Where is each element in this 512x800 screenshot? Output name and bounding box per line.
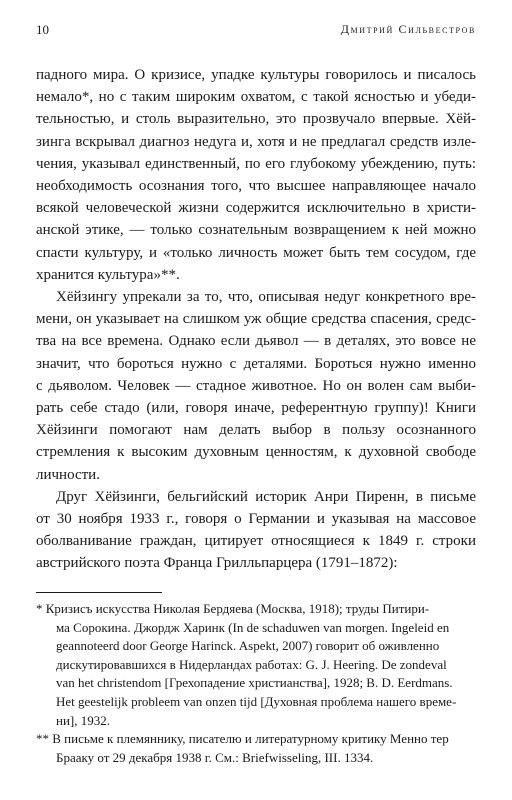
body-line: падного мира. О кризисе, упадке культуры говорилось и писалось	[36, 67, 476, 83]
body-text	[36, 64, 476, 575]
body-line: анской этике, — только сознательным возвращением к ней можно	[36, 222, 476, 239]
body-line: немало*, но с таким широким охватом, с такой ясностью и убеди-	[36, 89, 476, 106]
footnote-line: * Кризисъ искусства Николая Бердяева (Москва, 1918); труды Питири-	[36, 601, 430, 616]
footnote-line: дискутировавшихся в Нидерландах работах: G. J. Heering. De zondeval	[56, 656, 447, 672]
body-line: стремления к высоким духовным ценностям, к духовной свободе	[36, 444, 476, 461]
body-line: необходимость осознания того, что высшее направляющее начало	[36, 178, 476, 195]
page-header	[36, 22, 476, 40]
body-line: тельностью, и столь выразительно, это прозвучало впервые. Хёй-	[36, 111, 476, 128]
body-line: Хёйзинги помогают нам делать выбор в пользу осознанного	[36, 422, 476, 439]
page-number: 10	[36, 22, 49, 37]
body-line: чения, указывал единственный, по его глубокому убеждению, путь:	[36, 155, 476, 172]
footnotes	[36, 600, 476, 767]
body-line: Друг Хёйзинги, бельгийский историк Анри Пиренн, в письме	[56, 488, 476, 505]
body-line: тва на все времена. Однако если дьявол — в деталях, это вовсе не	[36, 333, 476, 350]
body-line: оболванивание граждан, цитирует относящиеся к 1849 г. строки	[36, 533, 476, 550]
body-line: всякой человеческой жизни содержится исключительно в христи-	[36, 200, 476, 217]
body-line: личности.	[36, 466, 100, 483]
body-line: с дьяволом. Человек — стадное животное. Но он волен сам выби-	[36, 377, 476, 394]
footnote-line: ни], 1932.	[56, 712, 110, 728]
body-line: Хёйзингу упрекали за то, что, описывая недуг конкретного вре-	[56, 289, 476, 306]
running-head: Дмитрий Сильвестров	[340, 22, 476, 36]
body-line: спасти культуру, и «только личность может быть тем сосудом, где	[36, 244, 476, 261]
body-line: зинга вскрывал диагноз недуга и, хотя и не предлагал средств излe-	[36, 133, 476, 150]
footnote-line: Браaку от 29 декабря 1938 г. См.: Briefwisseling, III. 1334.	[56, 749, 374, 765]
footnote-line: van het christendom [Грехопадение христианства], 1928; B. D. Eerdmans.	[56, 675, 453, 691]
footnote-line: ма Сорокина. Джордж Харинк (In de schaduwen van morgen. Ingeleid en	[56, 619, 450, 635]
body-line: мени, он указывает на слишком уж общие средства спасения, средс-	[36, 311, 476, 328]
body-line: австрийского поэта Франца Грилльпарцера (1791–1872):	[36, 555, 398, 572]
footnote-line: Het geestelijk probleem van onzen tijd [Духовная проблема нашего време-	[56, 693, 457, 709]
body-line: от 30 ноября 1933 г., говоря о Германии и указывая на массовое	[36, 511, 476, 528]
footnote-divider	[36, 592, 162, 593]
body-line: хранится культура»**.	[36, 266, 180, 283]
footnote-line: geannoteerd door George Harinck. Aspekt, 2007) говорит об оживленно	[56, 638, 440, 654]
body-line: значит, что бороться нужно с деталями. Бороться нужно именно	[36, 355, 476, 372]
body-line: рать себе стадо (или, говоря иначе, референтную группу)! Книги	[36, 400, 476, 417]
footnote-line: ** В письме к племяннику, писателю и литературному критику Менно тер	[36, 731, 449, 747]
